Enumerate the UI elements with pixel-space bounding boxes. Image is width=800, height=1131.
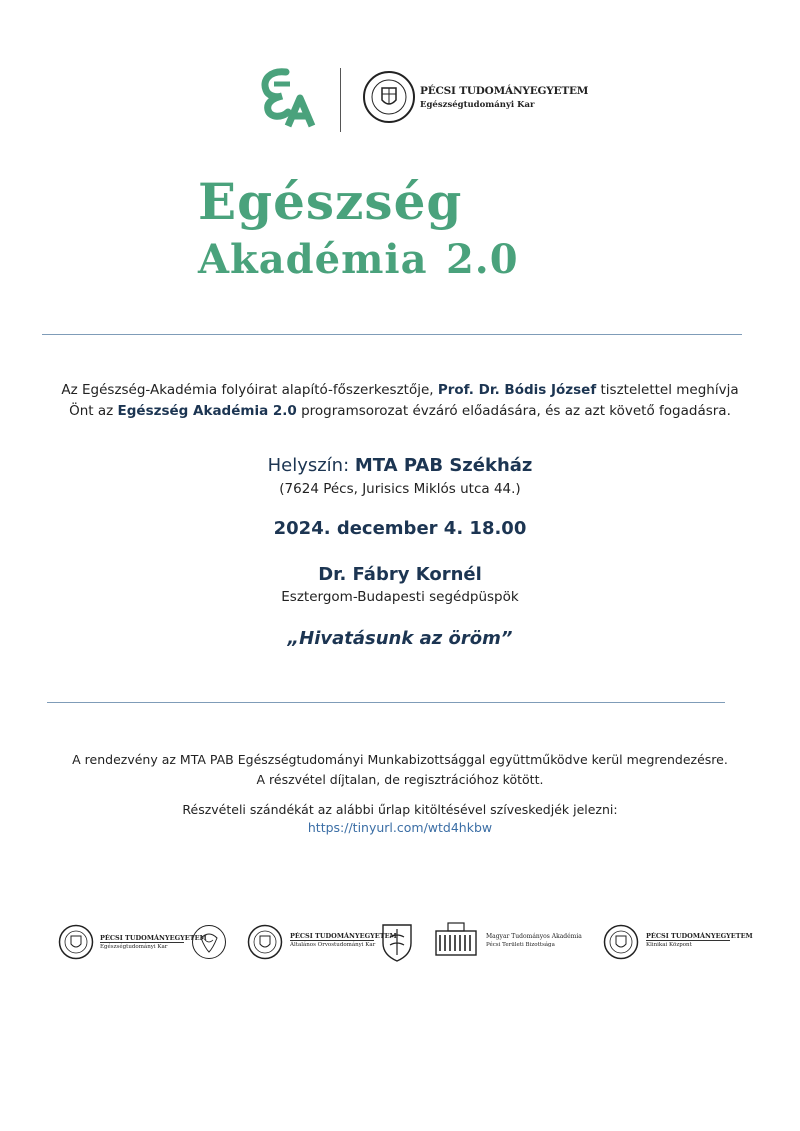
title-line-1: Egészség xyxy=(198,172,463,231)
venue-name: MTA PAB Székház xyxy=(354,455,533,476)
host-name: Prof. Dr. Bódis József xyxy=(437,382,597,398)
partner-unit: Pécsi Területi Bizottsága xyxy=(486,942,555,948)
partner-name: PÉCSI TUDOMÁNYEGYETEM xyxy=(100,934,207,942)
speaker-name: Dr. Fábry Kornél xyxy=(318,564,482,585)
faculty-name: Egészségtudományi Kar xyxy=(420,100,535,110)
speaker-role: Esztergom-Budapesti segédpüspök xyxy=(281,589,519,605)
partner-underline xyxy=(646,940,730,941)
university-name: PÉCSI TUDOMÁNYEGYETEM xyxy=(420,85,589,97)
registration-link[interactable]: https://tinyurl.com/wtd4hkbw xyxy=(307,820,493,835)
partner-name: Magyar Tudományos Akadémia xyxy=(486,933,582,940)
participation-note: A részvétel díjtalan, de regisztrációhoz kötött. xyxy=(256,772,544,787)
cooperation-note: A rendezvény az MTA PAB Egészségtudományi Munkabizottsággal együttműködve kerül megrendezésre. xyxy=(72,752,728,767)
intro-text: tisztelettel meghívja xyxy=(596,382,739,398)
header-divider xyxy=(340,68,341,132)
venue-address: (7624 Pécs, Jurisics Miklós utca 44.) xyxy=(279,481,521,497)
partner-underline xyxy=(290,940,374,941)
pte-seal-icon xyxy=(603,924,639,960)
egeszseg-akademia-logo xyxy=(256,68,320,130)
divider-top xyxy=(42,334,742,335)
academy-building-icon xyxy=(434,921,478,957)
faculty-emblem-icon xyxy=(191,924,227,960)
title-word: Akadémia xyxy=(198,236,428,283)
registration-prompt: Részvételi szándékát az alábbi űrlap kitöltésével szíveskedjék jelezni: xyxy=(182,802,618,817)
partner-name: PÉCSI TUDOMÁNYEGYETEM xyxy=(646,932,753,940)
pte-seal-icon xyxy=(58,924,94,960)
intro-text: programsorozat évzáró előadására, és az azt követő fogadásra. xyxy=(296,403,731,419)
partner-unit: Általános Orvostudományi Kar xyxy=(290,942,376,948)
venue xyxy=(0,455,800,476)
medical-faculty-crest-icon xyxy=(380,921,414,963)
intro-line-2 xyxy=(0,403,800,419)
pte-seal-icon xyxy=(247,924,283,960)
venue-label: Helyszín: xyxy=(267,455,355,476)
partner-name: PÉCSI TUDOMÁNYEGYETEM xyxy=(290,932,397,940)
university-seal-icon xyxy=(362,70,416,124)
partner-underline xyxy=(100,942,184,943)
partner-unit: Klinikai Központ xyxy=(646,942,692,948)
intro-line-1 xyxy=(0,382,800,398)
program-name: Egészség Akadémia 2.0 xyxy=(117,403,297,419)
intro-text: Önt az xyxy=(69,403,118,419)
intro-text: Az Egészség-Akadémia folyóirat alapító-főszerkesztője, xyxy=(61,382,438,398)
divider-bottom xyxy=(47,702,725,703)
title-version: 2.0 xyxy=(445,236,519,283)
title-line-2 xyxy=(198,226,519,285)
partner-unit: Egészségtudományi Kar xyxy=(100,944,168,950)
event-datetime: 2024. december 4. 18.00 xyxy=(273,518,527,539)
talk-title: „Hivatásunk az öröm” xyxy=(287,628,513,649)
